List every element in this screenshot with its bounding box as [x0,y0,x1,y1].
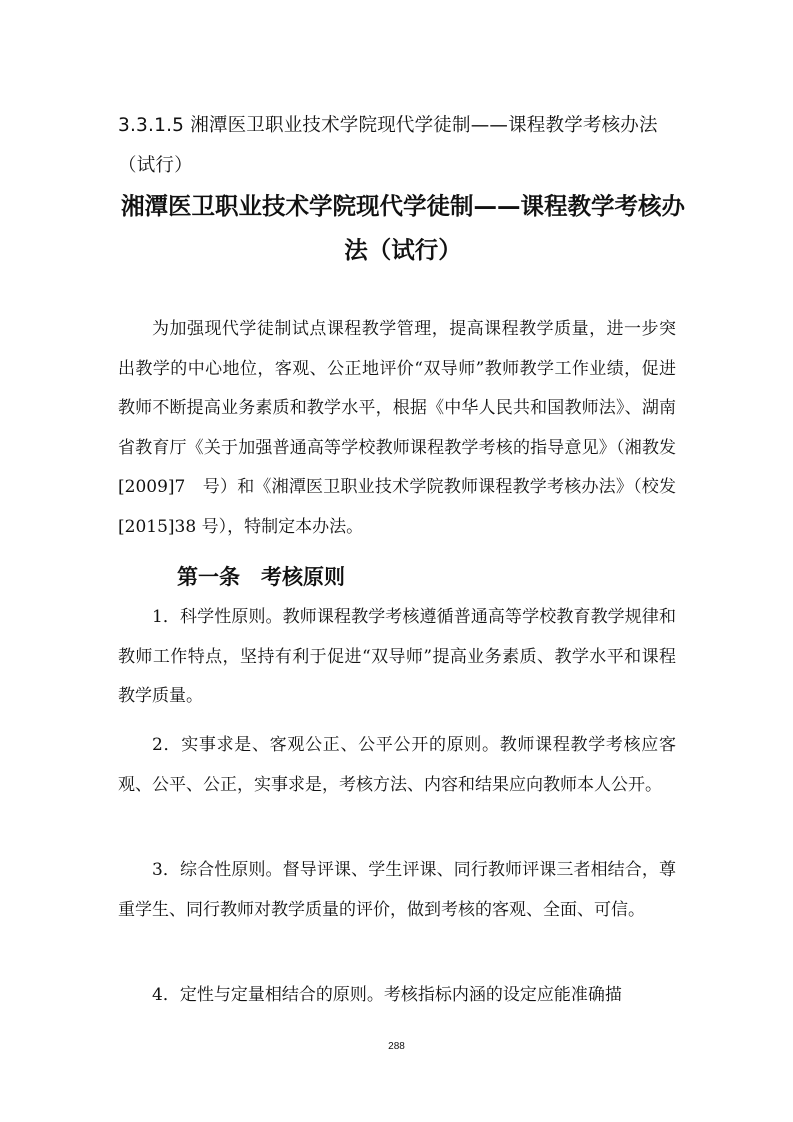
principle-paragraph-2: 2．实事求是、客观公正、公平公开的原则。教师课程教学考核应客观、公平、公正，实事求是，考核方法、内容和结果应向教师本人公开。 [118,735,676,795]
principle-paragraph-1: 1．科学性原则。教师课程教学考核遵循普通高等学校教育教学规律和教师工作特点，坚持有利于促进“双导师”提高业务素质、教学水平和课程教学质量。 [118,607,676,706]
section-heading: 3.3.1.5 湘潭医卫职业技术学院现代学徒制——课程教学考核办法（试行） [118,115,658,176]
principle-paragraph-4: 4．定性与定量相结合的原则。考核指标内涵的设定应能准确描 [152,985,622,1005]
article-heading: 第一条 考核原则 [177,565,345,589]
principle-paragraph-3: 3．综合性原则。督导评课、学生评课、同行教师评课三者相结合，尊重学生、同行教师对教学质量的评价，做到考核的客观、全面、可信。 [118,860,676,920]
document-title: 湘潭医卫职业技术学院现代学徒制——课程教学考核办法（试行） [121,192,685,264]
intro-paragraph: 为加强现代学徒制试点课程教学管理，提高课程教学质量，进一步突出教学的中心地位，客观、公正地评价“双导师”教师教学工作业绩，促进教师不断提高业务素质和教学水平，根据《中华人民共和国教师法》、湖南省教育厅《关于加强普通高等学校教师课程教学考核的指导意见》（湘教发[2009]7 号）和《湘潭医卫职业技术学院教师课程教学考核办法》（校发[2015]38 号），特制定本办法。 [118,319,676,537]
page-number: 288 [388,1041,405,1052]
